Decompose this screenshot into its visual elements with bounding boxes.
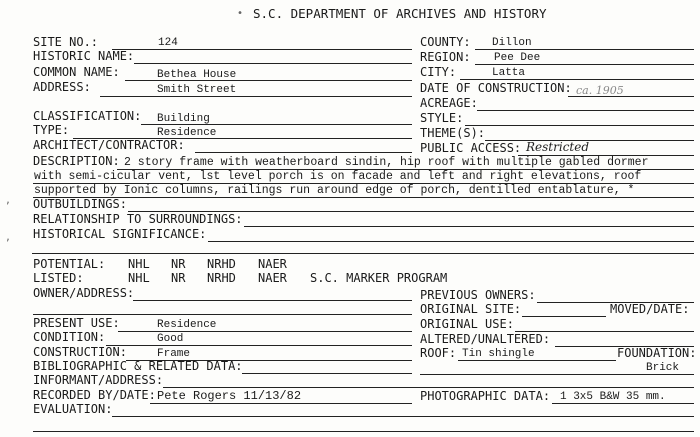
original-site-label: ORIGINAL SITE: (420, 302, 522, 316)
city-label: CITY: (420, 65, 457, 79)
architect-label: ARCHITECT/CONTRACTOR: (33, 138, 185, 152)
address-label: ADDRESS: (33, 80, 91, 94)
section-divider (32, 253, 694, 254)
previous-owners-label: PREVIOUS OWNERS: (420, 288, 536, 302)
listed-code-nhl: NHL (128, 271, 150, 285)
architect-line (195, 152, 412, 153)
marker-program-label: S.C. MARKER PROGRAM (310, 271, 448, 285)
form-header: S.C. DEPARTMENT OF ARCHIVES AND HISTORY (253, 6, 547, 21)
evaluation-label: EVALUATION: (33, 402, 113, 416)
county-label: COUNTY: (420, 35, 471, 49)
photographic-data-line (552, 403, 694, 404)
description-line-2: with semi-cicular vent, lst level porch is on facade and left and right elevations, roof (34, 170, 642, 183)
city-line (460, 79, 694, 80)
county-line (475, 49, 694, 50)
historical-significance-line (208, 241, 694, 242)
style-label: STYLE: (420, 111, 464, 125)
roof-line (458, 360, 616, 361)
altered-label: ALTERED/UNALTERED: (420, 332, 551, 346)
original-use-label: ORIGINAL USE: (420, 317, 514, 331)
date-of-construction-value: ca. 1905 (576, 84, 624, 97)
owner-address-line-2 (33, 314, 412, 315)
description-label: DESCRIPTION: (33, 154, 120, 168)
classification-label: CLASSIFICATION: (33, 109, 142, 123)
historic-name-label: HISTORIC NAME: (33, 49, 135, 63)
site-no-value: 124 (158, 37, 178, 49)
foundation-line (420, 374, 694, 375)
potential-code-nhl: NHL (128, 257, 150, 271)
bibliographic-label: BIBLIOGRAPHIC & RELATED DATA: (33, 359, 243, 373)
site-no-line (112, 49, 412, 50)
recorded-by-label: RECORDED BY/DATE: (33, 388, 156, 402)
present-use-label: PRESENT USE: (33, 316, 120, 330)
listed-code-nr: NR (171, 271, 186, 285)
theme-label: THEME(S): (420, 126, 486, 140)
listed-code-naer: NAER (258, 271, 287, 285)
description-line-1: 2 story frame with weatherboard sindin, hip roof with multiple gabled dormer (124, 156, 649, 169)
type-label: TYPE: (33, 123, 70, 137)
condition-label: CONDITION: (33, 330, 106, 344)
style-line (465, 125, 694, 126)
public-access-value: Restricted (526, 140, 590, 154)
region-label: REGION: (420, 50, 471, 64)
condition-line (106, 345, 412, 346)
photographic-data-label: PHOTOGRAPHIC DATA: (420, 389, 551, 403)
date-of-construction-label: DATE OF CONSTRUCTION: (420, 81, 572, 95)
relationship-label: RELATIONSHIP TO SURROUNDINGS: (33, 212, 243, 226)
listed-code-nrhd: NRHD (207, 271, 236, 285)
recorded-by-value: Pete Rogers 11/13/82 (157, 389, 302, 403)
scan-mark: , (5, 195, 12, 206)
date-line (568, 96, 694, 97)
recorded-by-line (150, 403, 412, 404)
acreage-label: ACREAGE: (420, 96, 478, 110)
common-name-line (125, 80, 412, 81)
foundation-value: Brick (646, 362, 680, 374)
potential-code-nrhd: NRHD (207, 257, 236, 271)
original-site-line (522, 316, 606, 317)
informant-line (163, 387, 694, 388)
potential-label: POTENTIAL: (33, 257, 106, 271)
present-use-value: Residence (157, 319, 217, 331)
county-value: Dillon (492, 37, 532, 49)
classification-line (141, 124, 412, 125)
common-name-label: COMMON NAME: (33, 65, 120, 79)
relationship-line (244, 226, 694, 227)
construction-label: CONSTRUCTION: (33, 345, 127, 359)
historical-significance-label: HISTORICAL SIGNIFICANCE: (33, 227, 207, 241)
address-line (100, 96, 412, 97)
roof-value: Tin shingle (462, 348, 535, 360)
evaluation-line (112, 416, 694, 417)
type-value: Residence (157, 127, 217, 139)
owner-address-line (133, 300, 412, 301)
address-value: Smith Street (157, 84, 237, 96)
acreage-line (477, 110, 694, 111)
historic-name-line (134, 63, 412, 64)
region-value: Pee Dee (494, 52, 541, 64)
outbuildings-label: OUTBUILDINGS: (33, 197, 127, 211)
construction-value: Frame (157, 348, 191, 360)
roof-label: ROOF: (420, 346, 457, 360)
potential-code-nr: NR (171, 257, 186, 271)
potential-code-naer: NAER (258, 257, 287, 271)
description-underline-3 (33, 197, 694, 198)
public-access-label: PUBLIC ACCESS: (420, 141, 522, 155)
informant-label: INFORMANT/ADDRESS: (33, 373, 164, 387)
classification-value: Building (157, 113, 210, 125)
condition-value: Good (157, 333, 184, 345)
punch-mark: • (237, 8, 244, 19)
description-line-3: supported by Ionic columns, railings run around edge of porch, dentilled entablature, * (34, 184, 635, 197)
scan-mark: , (5, 232, 12, 243)
foundation-label: FOUNDATION: (617, 346, 697, 360)
region-line (475, 64, 694, 65)
site-no-label: SITE NO.: (33, 35, 99, 49)
present-use-line (118, 331, 412, 332)
evaluation-line-2 (33, 431, 694, 432)
city-value: Latta (492, 67, 526, 79)
bibliographic-line (242, 373, 412, 374)
photographic-data-value: 1 3x5 B&W 35 mm. (560, 391, 666, 403)
moved-date-label: MOVED/DATE: (610, 302, 690, 316)
owner-address-label: OWNER/ADDRESS: (33, 286, 135, 300)
listed-label: LISTED: (33, 271, 84, 285)
common-name-value: Bethea House (157, 69, 237, 81)
